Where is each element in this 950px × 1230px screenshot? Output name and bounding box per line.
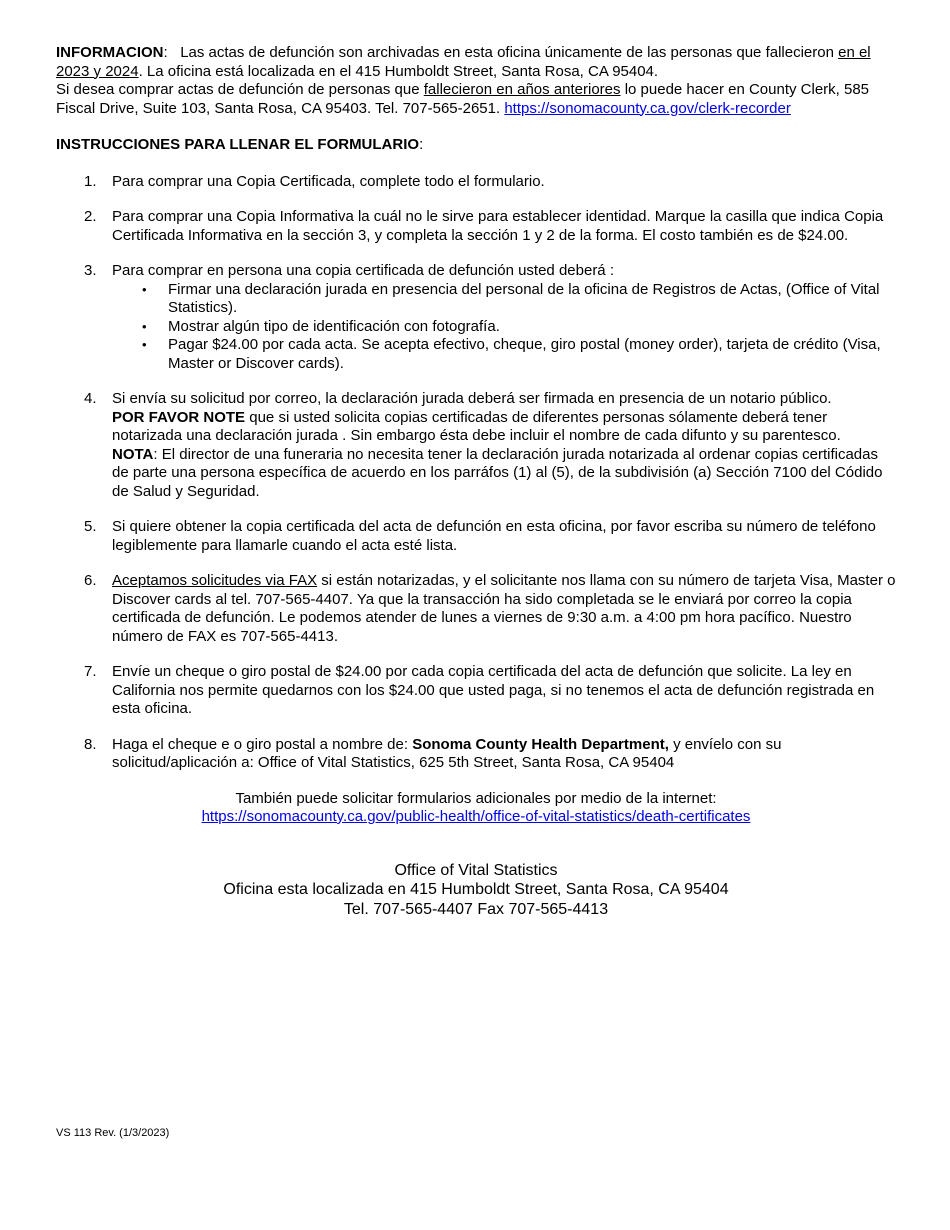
additional-forms-notice xyxy=(56,790,896,827)
instruction-item-2 xyxy=(56,208,896,245)
item-number: 2. xyxy=(84,208,97,225)
death-certificates-link[interactable]: https://sonomacounty.ca.gov/public-health/office-of-vital-statistics/death-certificates xyxy=(201,808,751,825)
fax-label: Aceptamos solicitudes via FAX xyxy=(112,572,318,589)
info-text-4: lo puede hacer en County Clerk, 585 Fiscal Drive, Suite 103, Santa Rosa, CA 95403. Tel. 707-565-2651. xyxy=(56,81,870,117)
instruction-item-6 xyxy=(56,572,896,646)
instructions-list xyxy=(56,173,896,773)
in-person-requirements xyxy=(112,281,896,374)
item-number: 7. xyxy=(84,663,97,680)
info-text-3: Si desea comprar actas de defunción de personas que xyxy=(56,81,424,98)
info-prior-years: fallecieron en años anteriores xyxy=(423,81,621,98)
bullet-item: • Mostrar algún tipo de identificación con fotografía. xyxy=(142,317,500,335)
item-text: Si envía su solicitud por correo, la declaración jurada deberá ser firmada en presencia de un notario público. xyxy=(112,390,832,407)
payee-name: Sonoma County Health Department, xyxy=(412,735,669,753)
clerk-recorder-link[interactable]: https://sonomacounty.ca.gov/clerk-recorder xyxy=(504,99,791,117)
instruction-item-4: 4. Si envía su solicitud por correo, la declaración jurada deberá ser firmada en presencia de un notario público. POR FAVOR NOTE que si usted solicita copias certificadas de diferentes personas sólamente deberá tener notarizada una declaración jurada . Sin embargo ésta debe incluir el nombre de cada difunto y su parentesco. NOTA: El director de una funeraria no necesita tener la declaración jurada notarizada al ordenar copias certificadas de parte una persona específica de acuerdo en los parráfos (1) al (5), de la subdivisión (a) Sección 7100 del Códido de Salud y Seguridad. xyxy=(84,390,883,500)
item-number: 8. xyxy=(84,735,97,753)
item-number: 5. xyxy=(84,518,97,535)
info-label: INFORMACION xyxy=(56,44,164,61)
office-name: Office of Vital Statistics xyxy=(394,861,558,879)
instruction-item-7 xyxy=(56,663,896,719)
note-label: NOTA xyxy=(112,445,154,463)
instruction-item-1 xyxy=(56,173,896,192)
office-contact-block xyxy=(56,861,896,920)
item-number: 6. xyxy=(84,572,97,589)
item-number: 1. xyxy=(84,172,97,190)
info-text-2: . La oficina está localizada en el 415 Humboldt Street, Santa Rosa, CA 95404. xyxy=(138,62,659,80)
info-years: en el 2023 y 2024 xyxy=(56,44,871,80)
item-text: Envíe un cheque o giro postal de $24.00 por cada copia certificada del acta de defunción que solicite. La ley en California nos permite quedarnos con los $24.00 que usted paga, si no tenemos el acta de defunción registrada en esta oficina. xyxy=(112,663,875,717)
item-text: Para comprar una Copia Certificada, complete todo el formulario. xyxy=(112,172,545,190)
item-text: Para comprar en persona una copia certificada de defunción usted deberá : xyxy=(112,262,614,279)
bullet-icon: • xyxy=(142,337,147,352)
office-address: Oficina esta localizada en 415 Humboldt Street, Santa Rosa, CA 95404 xyxy=(223,881,729,898)
document-page xyxy=(56,44,896,919)
item-text: Si quiere obtener la copia certificada del acta de defunción en esta oficina, por favor escriba su número de teléfono legiblemente para llamarle cuando el acta esté lista. xyxy=(112,518,876,554)
info-text-1: Las actas de defunción son archivadas en esta oficina únicamente de las personas que fallecieron xyxy=(180,44,839,61)
bullet-item: • Pagar $24.00 por cada acta. Se acepta efectivo, cheque, giro postal (money order), tarjeta de crédito (Visa, Master or Discover cards). xyxy=(142,336,881,372)
bullet-item: • Firmar una declaración jurada en presencia del personal de la oficina de Registros de Actas, (Office of Vital Statistics). xyxy=(142,280,880,316)
item-text: Haga el cheque e o giro postal a nombre de: xyxy=(112,735,413,753)
info-paragraph: INFORMACION: Las actas de defunción son archivadas en esta oficina únicamente de las personas que fallecieron en el 2023 y 2024. La oficina está localizada en el 415 Humboldt Street, Santa Rosa, CA 95404. Si desea comprar actas de defunción de personas que fallecieron en años anteriores lo puede hacer en County Clerk, 585 Fiscal Drive, Suite 103, Santa Rosa, CA 95403. Tel. 707-565-2651. https://sonomacounty.ca.gov/clerk-recorder xyxy=(56,44,871,117)
instruction-item-3 xyxy=(56,262,896,373)
item-number: 3. xyxy=(84,262,97,279)
office-phones: Tel. 707-565-4407 Fax 707-565-4413 xyxy=(343,900,609,918)
internet-text: También puede solicitar formularios adicionales por medio de la internet: xyxy=(235,789,717,807)
item-text: Para comprar una Copia Informativa la cuál no le sirve para establecer identidad. Marque la casilla que indica Copia Certificada Informativa en la sección 3, y completa la sección 1 y 2 de la forma. El costo también es de $24.00. xyxy=(112,208,884,244)
form-revision: VS 113 Rev. (1/3/2023) xyxy=(56,1127,170,1139)
instruction-item-8: 8. Haga el cheque e o giro postal a nombre de: Sonoma County Health Department, y envíelo con su solicitud/aplicación a: Office of Vital Statistics, 625 5th Street, Santa Rosa, CA 95404 xyxy=(84,735,782,771)
bullet-icon: • xyxy=(142,281,147,297)
instructions-heading: INSTRUCCIONES PARA LLENAR EL FORMULARIO: xyxy=(56,136,424,153)
please-note-label: POR FAVOR NOTE xyxy=(112,408,246,426)
instruction-item-5 xyxy=(56,518,896,555)
item-text: si están notarizadas, y el solicitante nos llama con su número de tarjeta Visa, Master o Discover cards al tel. 707-565-4407. Ya que la transacción ha sido completada se le enviará por correo la copia certificada de defunción. Le podemos atender de lunes a viernes de 9:30 a.m. a 4:00 pm hora pacífico. Nuestro número de FAX es 707-565-4413. xyxy=(112,572,896,645)
item-number: 4. xyxy=(84,390,97,407)
bullet-icon: • xyxy=(142,318,147,334)
